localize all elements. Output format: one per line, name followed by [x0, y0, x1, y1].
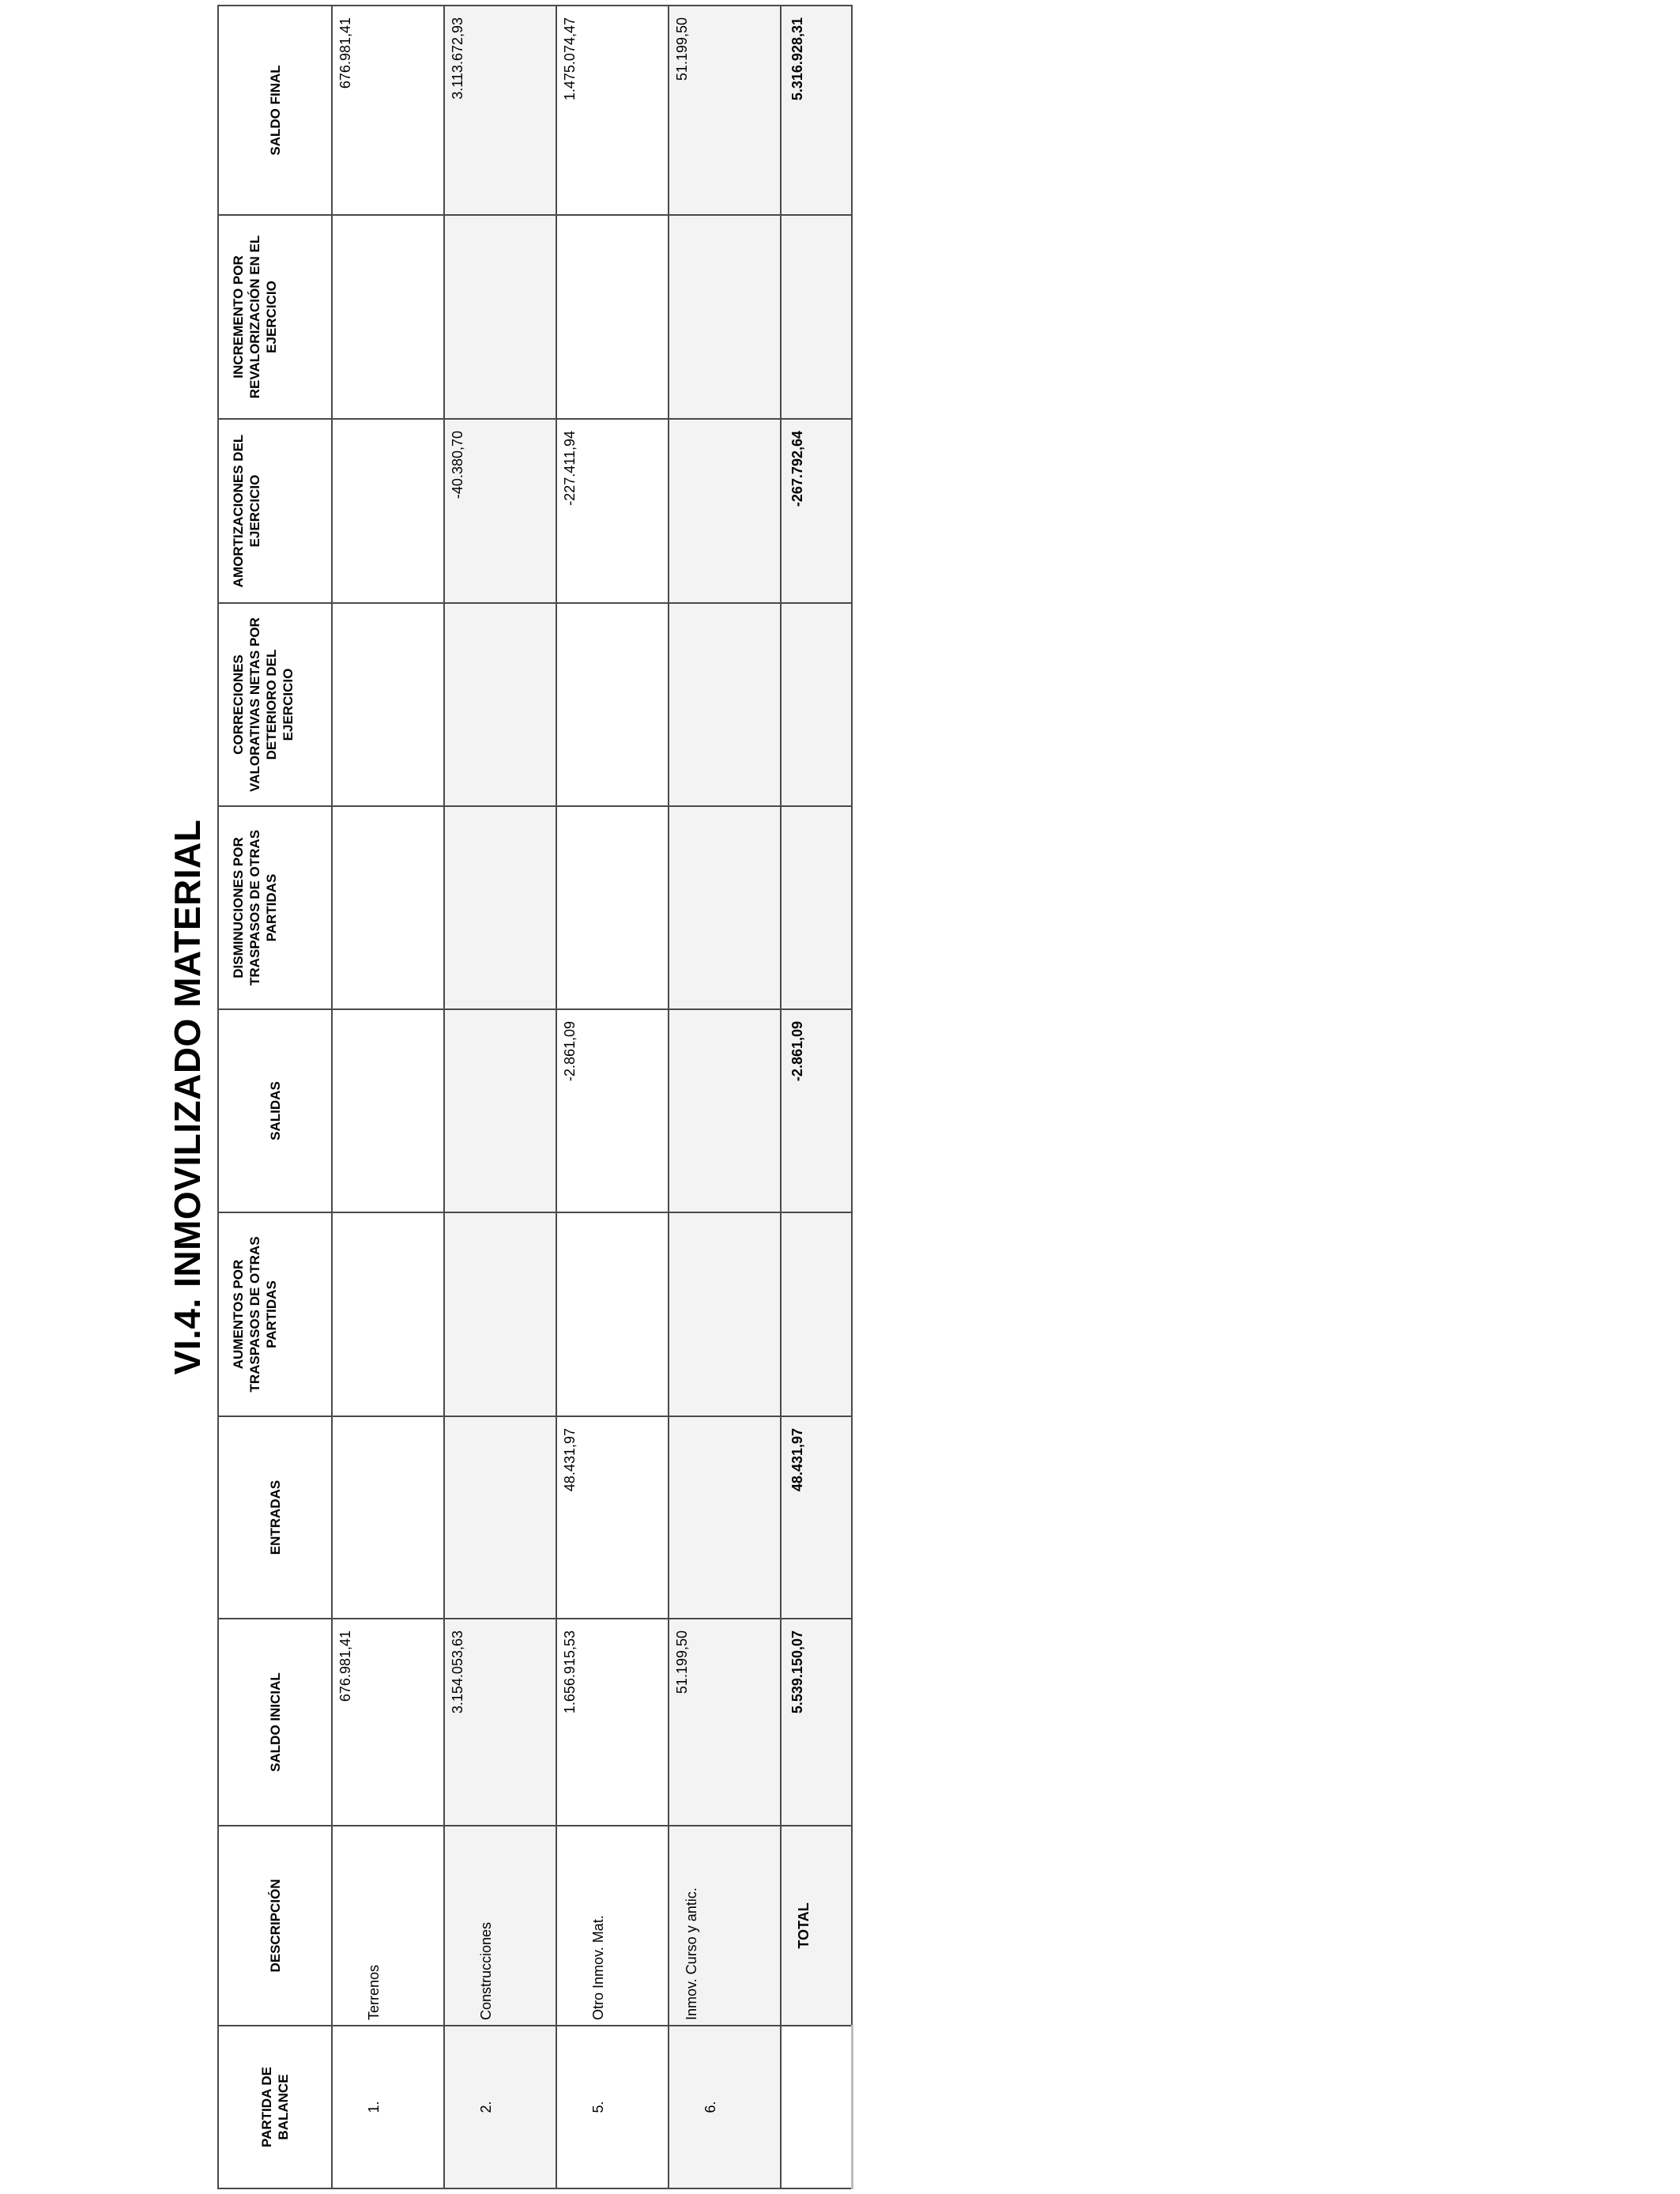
rotated-page [0, 0, 812, 2194]
cell-disminuciones [444, 806, 556, 1009]
cell-descripcion: Terrenos [332, 1826, 444, 2026]
col-header-disminuciones: DISMINUCIONES POR TRASPASOS DE OTRAS PARTIDAS [218, 806, 332, 1009]
cell-descripcion: Inmov. Curso y antic. [669, 1826, 781, 2026]
asset-table-wrapper [217, 6, 853, 2189]
total-disminuciones [781, 806, 852, 1009]
cell-entradas [332, 1416, 444, 1619]
cell-aumentos [669, 1212, 781, 1416]
col-header-amortizaciones: AMORTIZACIONES DEL EJERCICIO [218, 419, 332, 603]
col-header-saldo-final: SALDO FINAL [218, 6, 332, 215]
table-row [444, 6, 556, 2188]
cell-entradas [444, 1416, 556, 1619]
cell-correcciones [444, 603, 556, 806]
total-salidas: -2.861,09 [781, 1009, 852, 1212]
cell-aumentos [332, 1212, 444, 1416]
total-row [781, 6, 852, 2188]
cell-saldo-inicial: 676.981,41 [332, 1619, 444, 1826]
cell-partida-empty [781, 2026, 852, 2188]
cell-amortizaciones [669, 419, 781, 603]
cell-disminuciones [332, 806, 444, 1009]
cell-incremento [444, 215, 556, 419]
cell-descripcion: Otro Inmov. Mat. [556, 1826, 669, 2026]
cell-salidas [444, 1009, 556, 1212]
col-header-correcciones: CORRECIONES VALORATIVAS NETAS POR DETERIORO DEL EJERCICIO [218, 603, 332, 806]
cell-partida: 1. [332, 2026, 444, 2188]
cell-aumentos [556, 1212, 669, 1416]
col-header-partida: PARTIDA DE BALANCE [218, 2026, 332, 2188]
total-entradas: 48.431,97 [781, 1416, 852, 1619]
cell-amortizaciones: -40.380,70 [444, 419, 556, 603]
cell-amortizaciones [332, 419, 444, 603]
cell-partida: 2. [444, 2026, 556, 2188]
cell-descripcion: Construcciones [444, 1826, 556, 2026]
total-aumentos [781, 1212, 852, 1416]
cell-salidas: -2.861,09 [556, 1009, 669, 1212]
cell-partida: 6. [669, 2026, 781, 2188]
cell-saldo-final: 51.199,50 [669, 6, 781, 215]
col-header-descripcion: DESCRIPCIÓN [218, 1826, 332, 2026]
cell-saldo-inicial: 1.656.915,53 [556, 1619, 669, 1826]
cell-saldo-final: 676.981,41 [332, 6, 444, 215]
table-row [332, 6, 444, 2188]
cell-correcciones [332, 603, 444, 806]
inmovilizado-table [217, 5, 853, 2189]
cell-entradas [669, 1416, 781, 1619]
col-header-incremento: INCREMENTO POR REVALORIZACIÓN EN EL EJERCICIO [218, 215, 332, 419]
col-header-saldo-inicial: SALDO INICIAL [218, 1619, 332, 1826]
cell-entradas: 48.431,97 [556, 1416, 669, 1619]
total-correcciones [781, 603, 852, 806]
cell-partida: 5. [556, 2026, 669, 2188]
total-incremento [781, 215, 852, 419]
cell-incremento [669, 215, 781, 419]
col-header-entradas: ENTRADAS [218, 1416, 332, 1619]
page-title: VI.4. INMOVILIZADO MATERIAL [167, 819, 208, 1375]
total-saldo-inicial: 5.539.150,07 [781, 1619, 852, 1826]
table-row [556, 6, 669, 2188]
header-row [218, 6, 332, 2188]
cell-amortizaciones: -227.411,94 [556, 419, 669, 603]
table-row [669, 6, 781, 2188]
cell-saldo-final: 3.113.672,93 [444, 6, 556, 215]
cell-incremento [556, 215, 669, 419]
cell-correcciones [669, 603, 781, 806]
col-header-salidas: SALIDAS [218, 1009, 332, 1212]
total-label: TOTAL [781, 1826, 852, 2026]
col-header-aumentos: AUMENTOS POR TRASPASOS DE OTRAS PARTIDAS [218, 1212, 332, 1416]
cell-disminuciones [669, 806, 781, 1009]
total-amortizaciones: -267.792,64 [781, 419, 852, 603]
cell-correcciones [556, 603, 669, 806]
cell-saldo-inicial: 3.154.053,63 [444, 1619, 556, 1826]
total-saldo-final: 5.316.928,31 [781, 6, 852, 215]
cell-aumentos [444, 1212, 556, 1416]
cell-disminuciones [556, 806, 669, 1009]
cell-salidas [669, 1009, 781, 1212]
cell-saldo-inicial: 51.199,50 [669, 1619, 781, 1826]
cell-saldo-final: 1.475.074,47 [556, 6, 669, 215]
cell-salidas [332, 1009, 444, 1212]
cell-incremento [332, 215, 444, 419]
